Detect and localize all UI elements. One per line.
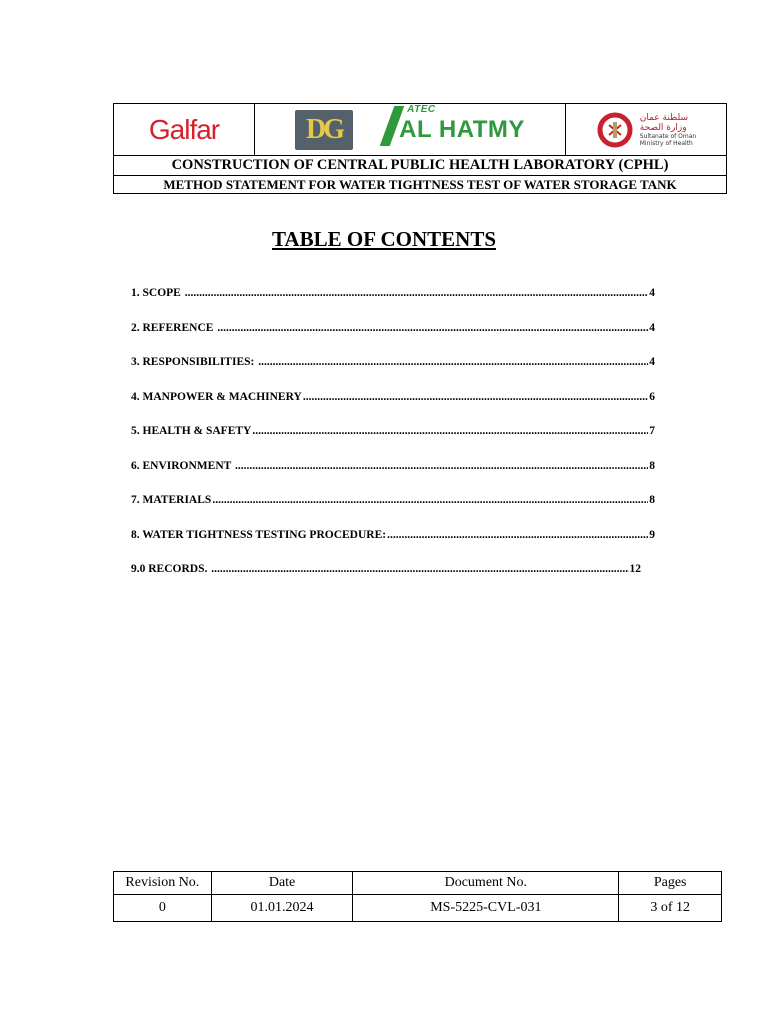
moh-logo: سلطنة عمان وزارة الصحة Sultanate of Oman Ministry of Health (596, 111, 696, 149)
alhatmy-logo: ATEC AL HATMY (393, 116, 525, 144)
document-no-header: Document No. (353, 872, 619, 895)
document-no-value: MS-5225-CVL-031 (353, 895, 619, 922)
toc-item[interactable]: 1. SCOPE ..... 4 (131, 287, 655, 322)
toc-item[interactable]: 2. REFERENCE ..... 4 (131, 322, 655, 357)
revision-value: 0 (114, 895, 212, 922)
moh-emblem-icon (596, 111, 634, 149)
toc-title: TABLE OF CONTENTS (271, 227, 497, 251)
document-title: METHOD STATEMENT FOR WATER TIGHTNESS TEST OF WATER STORAGE TANK (114, 176, 727, 194)
date-header: Date (211, 872, 353, 895)
toc-item[interactable]: 8. WATER TIGHTNESS TESTING PROCEDURE: ..... 9 (131, 529, 655, 564)
toc-item[interactable]: 6. ENVIRONMENT ..... 8 (131, 460, 655, 495)
galfar-logo: Galfar (148, 113, 220, 145)
dg-logo: DG (295, 110, 353, 150)
revision-header: Revision No. (114, 872, 212, 895)
pages-header: Pages (619, 872, 722, 895)
partner-logos-cell (255, 104, 566, 156)
toc-item[interactable]: 4. MANPOWER & MACHINERY ..... 6 (131, 391, 655, 426)
toc-item[interactable]: 7. MATERIALS ..... 8 (131, 494, 655, 529)
pages-value: 3 of 12 (619, 895, 722, 922)
toc-item[interactable]: 3. RESPONSIBILITIES: ..... 4 (131, 356, 655, 391)
galfar-logo-cell (114, 104, 255, 156)
document-header (113, 103, 727, 194)
toc-list (131, 287, 655, 598)
toc-item[interactable]: 9.0 RECORDS. ..... 12 (131, 563, 641, 598)
moh-logo-cell (566, 104, 727, 156)
date-value: 01.01.2024 (211, 895, 353, 922)
revision-table (113, 871, 722, 922)
project-title: CONSTRUCTION OF CENTRAL PUBLIC HEALTH LABORATORY (CPHL) (114, 156, 727, 176)
toc-item[interactable]: 5. HEALTH & SAFETY ..... 7 (131, 425, 655, 460)
